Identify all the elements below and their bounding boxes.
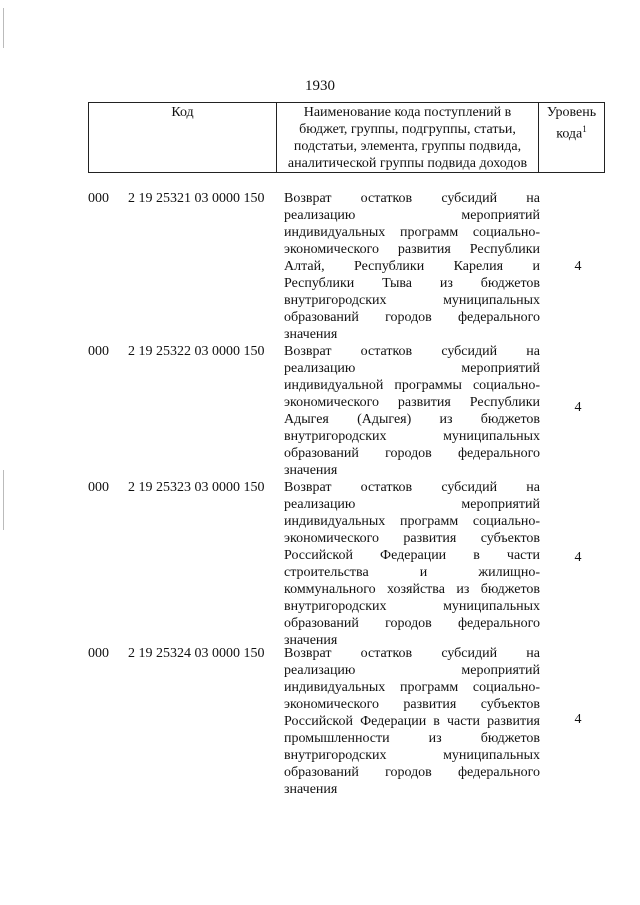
scan-edge-mark	[3, 8, 4, 48]
admin-code: 000	[88, 646, 109, 661]
revenue-code: 2 19 25322 03 0000 150	[128, 344, 265, 359]
name-line: реализацию мероприятий	[284, 497, 540, 512]
name-line: внутригородских муниципальных	[284, 599, 540, 614]
level-value: 4	[574, 712, 582, 727]
header-level-cell	[539, 103, 605, 173]
name-line: Алтай, Республики Карелия и	[284, 259, 540, 274]
page-number: 1930	[305, 78, 335, 94]
footnote-marker: 1	[582, 124, 587, 134]
header-name-line: бюджет, группы, подгруппы, статьи,	[299, 122, 516, 137]
name-line: экономического развития субъектов	[284, 531, 540, 546]
name-line: Возврат остатков субсидий на	[284, 480, 540, 495]
revenue-code: 2 19 25321 03 0000 150	[128, 191, 265, 206]
scan-edge-mark	[3, 470, 4, 530]
revenue-name	[284, 190, 540, 343]
name-line: Российской Федерации в части	[284, 548, 540, 563]
name-line: реализацию мероприятий	[284, 208, 540, 223]
revenue-code: 2 19 25323 03 0000 150	[128, 480, 265, 495]
level-value: 4	[574, 259, 582, 274]
admin-code: 000	[88, 480, 109, 495]
name-line: индивидуальных программ социально-	[284, 225, 540, 240]
header-name-cell	[277, 103, 539, 173]
header-level-line	[541, 121, 602, 143]
name-line: образований городов федерального	[284, 446, 540, 461]
name-line: Адыгея (Адыгея) из бюджетов	[284, 412, 540, 427]
header-name-line: подстатьи, элемента, группы подвида,	[293, 139, 522, 154]
name-line: индивидуальной программы социально-	[284, 378, 540, 393]
header-name-line: аналитической группы подвида доходов	[287, 156, 528, 171]
name-line: Возврат остатков субсидий на	[284, 191, 540, 206]
header-code-cell: Код	[89, 103, 277, 173]
name-line: Республики Тыва из бюджетов	[284, 276, 540, 291]
header-level-word: кода	[556, 126, 583, 142]
name-line: Возврат остатков субсидий на	[284, 646, 540, 661]
name-line: экономического развития субъектов	[284, 697, 540, 712]
revenue-code: 2 19 25324 03 0000 150	[128, 646, 265, 661]
name-line: образований городов федерального	[284, 310, 540, 325]
name-line: реализацию мероприятий	[284, 663, 540, 678]
admin-code: 000	[88, 191, 109, 206]
name-line: индивидуальных программ социально-	[284, 680, 540, 695]
name-line: Возврат остатков субсидий на	[284, 344, 540, 359]
revenue-name	[284, 645, 540, 798]
name-line: экономического развития Республики	[284, 395, 540, 410]
name-line: Российской Федерации в части развития	[284, 714, 540, 729]
name-line: коммунального хозяйства из бюджетов	[284, 582, 540, 597]
name-line: значения	[284, 463, 338, 478]
name-line: экономического развития Республики	[284, 242, 540, 257]
admin-code: 000	[88, 344, 109, 359]
name-line: образований городов федерального	[284, 765, 540, 780]
level-value: 4	[574, 550, 582, 565]
name-line: внутригородских муниципальных	[284, 293, 540, 308]
header-level-line: Уровень	[546, 105, 597, 120]
name-line: образований городов федерального	[284, 616, 540, 631]
name-line: значения	[284, 633, 338, 648]
level-value: 4	[574, 400, 582, 415]
name-line: реализацию мероприятий	[284, 361, 540, 376]
header-name-line: Наименование кода поступлений в	[303, 105, 512, 120]
name-line: промышленности из бюджетов	[284, 731, 540, 746]
name-line: строительства и жилищно-	[284, 565, 540, 580]
name-line: значения	[284, 782, 338, 797]
revenue-name	[284, 479, 540, 649]
name-line: значения	[284, 327, 338, 342]
name-line: внутригородских муниципальных	[284, 748, 540, 763]
name-line: внутригородских муниципальных	[284, 429, 540, 444]
revenue-name	[284, 343, 540, 479]
name-line: индивидуальных программ социально-	[284, 514, 540, 529]
table-header	[88, 102, 605, 173]
